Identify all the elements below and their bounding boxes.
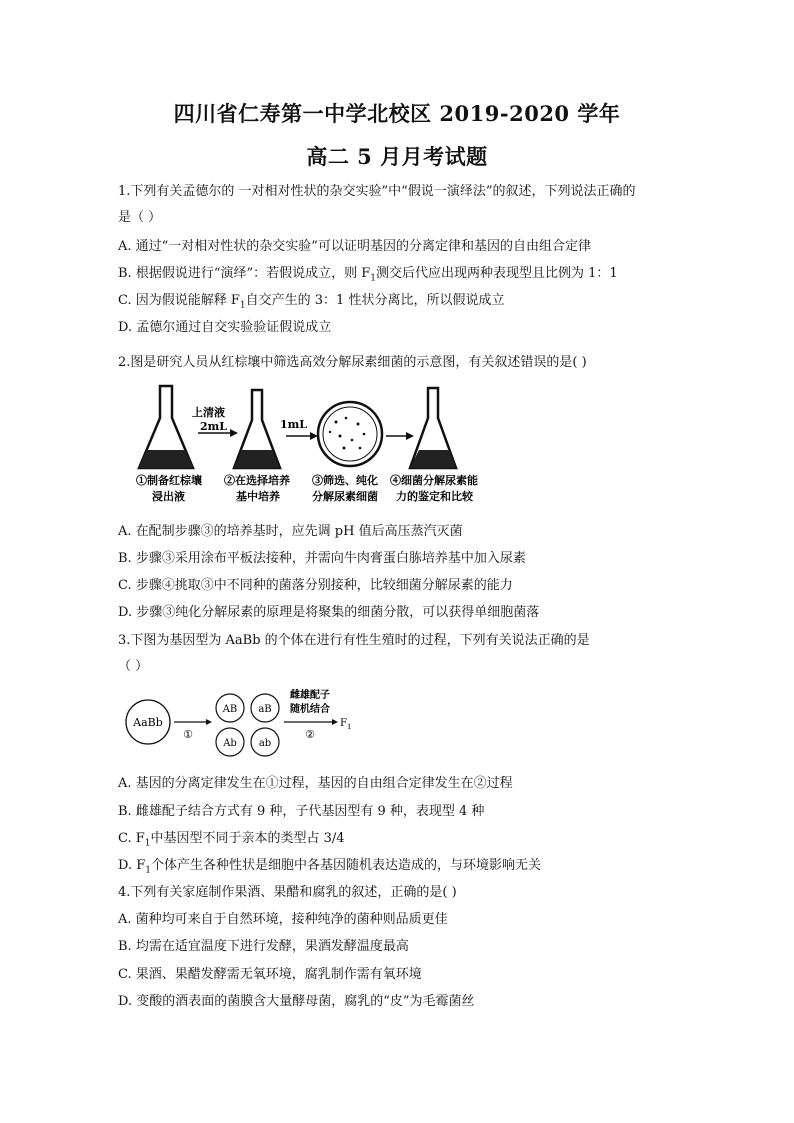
q2-figure (130, 378, 490, 508)
q1-c-sub: 1 (239, 300, 246, 311)
parent-genotype: AaBb (133, 716, 163, 729)
label-2ml: 2mL (200, 420, 228, 433)
step3-line2: 分解尿素细菌 (312, 490, 378, 503)
doc-title-line2: 高二 5 月月考试题 (306, 144, 488, 169)
q1-b-text1: B. 根据假说进行“演绎”：若假说成立，则 F (118, 266, 371, 281)
q1-stem-cont: 是（ ） (118, 210, 162, 225)
doc-title-line1: 四川省仁寿第一中学北校区 2019-2020 学年 (173, 101, 621, 126)
step4-line1: ④细菌分解尿素能 (390, 474, 478, 487)
gamete-1: AB (222, 704, 238, 715)
q3-c-text2: 中基因型不同于亲本的类型占 3/4 (150, 831, 345, 846)
q4-option-a: A. 菌种均可来自于自然环境，接种纯净的菌种则品质更佳 (118, 912, 448, 927)
q3-d-text1: D. F (118, 858, 146, 873)
q3-stem: 3.下图为基因型为 AaBb 的个体在进行有性生殖时的过程，下列有关说法正确的是 (118, 633, 590, 648)
step4-line2: 力的鉴定和比较 (396, 490, 473, 503)
q3-option-d (118, 854, 541, 876)
q1-option-b (118, 262, 618, 284)
q3-d-text2: 个体产生各种性状是细胞中各基因随机表达造成的，与环境影响无关 (150, 858, 541, 873)
step1-line2: 浸出液 (152, 490, 185, 503)
q2-option-d: D. 步骤③纯化分解尿素的原理是将聚集的细菌分散，可以获得单细胞菌落 (118, 605, 540, 620)
q1-option-c (118, 289, 504, 311)
q3-figure (120, 684, 360, 764)
q4-option-b: B. 均需在适宜温度下进行发酵，果酒发酵温度最高 (118, 939, 409, 954)
q3-d-sub: 1 (145, 865, 151, 876)
label-1ml: 1mL (280, 418, 308, 431)
q3-option-c (118, 827, 345, 849)
step1-line1: ①制备红棕壤 (136, 474, 202, 487)
note-line1: 雌雄配子 (290, 690, 330, 701)
q1-option-d: D. 孟德尔通过自交实验验证假说成立 (118, 320, 332, 335)
q3-option-a: A. 基因的分离定律发生在①过程，基因的自由组合定律发生在②过程 (118, 776, 513, 791)
q1-b-sub: 1 (370, 273, 376, 284)
f1-label: $F_1$ (340, 718, 352, 731)
flask-4 (410, 388, 456, 468)
note-line2: 随机结合 (290, 704, 330, 715)
q2-option-c: C. 步骤④挑取③中不同种的菌落分别接种，比较细菌分解尿素的能力 (118, 578, 513, 593)
gamete-3: Ab (223, 738, 237, 749)
q2-stem: 2.图是研究人员从红棕壤中筛选高效分解尿素细菌的示意图，有关叙述错误的是( ) (118, 355, 587, 370)
q4-option-d: D. 变酸的酒表面的菌膜含大量酵母菌，腐乳的“皮”为毛霉菌丝 (118, 994, 475, 1009)
q1-option-a: A. 通过“一对相对性状的杂交实验”可以证明基因的分离定律和基因的自由组合定律 (118, 239, 591, 254)
flask-1 (139, 386, 193, 468)
step2-mark: ② (305, 728, 315, 741)
q4-stem: 4.下列有关家庭制作果酒、果醋和腐乳的叙述，正确的是( ) (118, 885, 457, 900)
step1-mark: ① (183, 728, 193, 741)
gamete-4: ab (258, 738, 272, 749)
q3-c-sub: 1 (144, 838, 151, 849)
q3-option-b: B. 雌雄配子结合方式有 9 种，子代基因型有 9 种，表现型 4 种 (118, 804, 485, 819)
petri-dish (318, 402, 382, 466)
step2-line1: ②在选择培养 (224, 474, 290, 487)
q2-option-a: A. 在配制步骤③的培养基时，应先调 pH 值后高压蒸汽灭菌 (118, 524, 463, 539)
step3-line1: ③筛选、纯化 (312, 474, 378, 487)
q3-stem-cont: （ ） (118, 659, 149, 674)
gamete-2: aB (258, 704, 272, 715)
flask-2 (234, 390, 280, 468)
step2-line2: 基中培养 (236, 490, 280, 503)
q3-c-text1: C. F (118, 831, 145, 846)
q1-c-text1: C. 因为假说能解释 F (118, 293, 240, 308)
q1-stem: 1.下列有关孟德尔的 一对相对性状的杂交实验”中“假说一演绎法”的叙述，下列说法正确的 (118, 184, 636, 199)
q2-option-b: B. 步骤③采用涂布平板法接种，并需向牛肉膏蛋白胨培养基中加入尿素 (118, 551, 526, 566)
q1-b-text2: 测交后代应出现两种表现型且比例为 1：1 (376, 266, 618, 281)
q1-c-text2: 自交产生的 3：1 性状分离比，所以假说成立 (245, 293, 505, 308)
q4-option-c: C. 果酒、果醋发酵需无氧环境，腐乳制作需有氧环境 (118, 967, 422, 982)
label-supernatant: 上清液 (192, 406, 225, 419)
